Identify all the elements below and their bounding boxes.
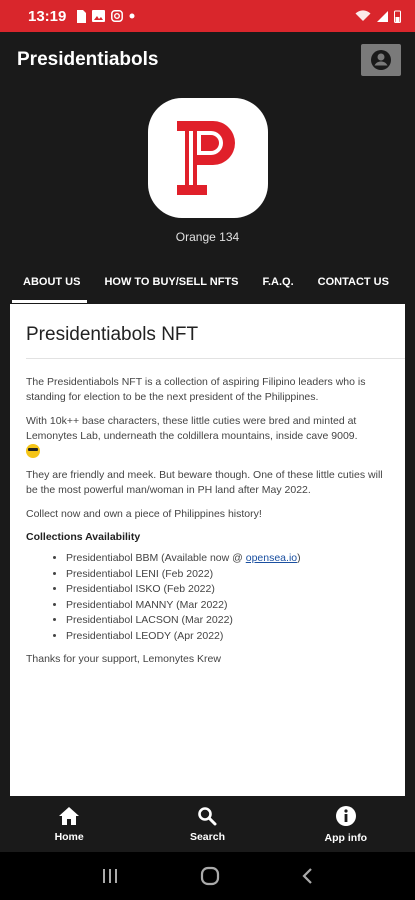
collection-item: • Presidentiabol LENI (Feb 2022) [66, 567, 389, 583]
collections-list [26, 551, 389, 644]
developer-name: Orange 134 [175, 230, 240, 244]
paragraph-characters [26, 414, 389, 459]
nav-home-label: Home [54, 831, 84, 843]
tab-about-us[interactable]: ABOUT US [23, 276, 81, 288]
collection-item: • Presidentiabol ISKO (Feb 2022) [66, 582, 389, 598]
sunglasses-emoji-icon [26, 444, 40, 458]
thanks-text: Thanks for your support, Lemonytes Krew [26, 653, 221, 665]
nav-home[interactable] [0, 797, 138, 852]
collection-item: • Presidentiabol MANNY (Mar 2022) [66, 598, 389, 614]
home-button-icon[interactable] [200, 866, 220, 886]
tab-faq[interactable]: F.A.Q. [262, 276, 294, 288]
tab-contact-us[interactable]: CONTACT US [317, 276, 389, 288]
battery-icon [393, 10, 401, 23]
bottom-navigation [0, 797, 415, 852]
presidentiabols-p-logo [173, 117, 243, 199]
system-status-icons [355, 10, 401, 23]
active-tab-indicator [12, 300, 87, 303]
nav-search[interactable] [138, 797, 276, 852]
signal-icon [375, 10, 389, 22]
home-icon [58, 806, 80, 826]
content-card [10, 304, 405, 796]
app-title: Presidentiabols [17, 49, 159, 70]
system-navigation-bar [0, 852, 415, 900]
collection-item: • Presidentiabol LEODY (Apr 2022) [66, 629, 389, 645]
sim-icon [76, 10, 86, 23]
app-logo [148, 98, 268, 218]
nav-app-info[interactable] [277, 797, 415, 852]
app-bar [0, 32, 415, 88]
back-icon[interactable] [301, 867, 315, 885]
gallery-icon [92, 10, 105, 22]
notification-icons [76, 10, 135, 23]
paragraph-warning: They are friendly and meek. But beware though. One of these little cuties will be the most powerful man/woman in PH land after May 2022. [26, 469, 383, 496]
search-icon [197, 806, 217, 826]
collections-title: Collections Availability [26, 531, 141, 543]
tab-bar [0, 262, 415, 302]
account-button[interactable] [361, 44, 401, 76]
paragraph-intro: The Presidentiabols NFT is a collection of aspiring Filipino leaders who is standing for election to be the next president of the Philippines. [26, 376, 366, 403]
collection-item [66, 551, 389, 567]
instagram-icon [111, 10, 123, 22]
info-icon [335, 805, 357, 827]
paragraph-collect: Collect now and own a piece of Philippines history! [26, 508, 262, 520]
collection-item-suffix: ) [297, 552, 301, 564]
content-heading: Presidentiabols NFT [26, 324, 405, 359]
wifi-icon [355, 10, 371, 22]
collection-item: • Presidentiabol LACSON (Mar 2022) [66, 613, 389, 629]
opensea-link[interactable]: opensea.io [245, 552, 298, 564]
dot-icon [129, 13, 135, 19]
status-time: 13:19 [28, 7, 67, 25]
nav-app-info-label: App info [324, 832, 368, 844]
status-bar [0, 0, 415, 32]
recents-icon[interactable] [101, 868, 119, 884]
collection-item-text: Presidentiabol BBM (Available now @ [66, 552, 246, 564]
tab-how-to-buy-sell[interactable]: HOW TO BUY/SELL NFTS [104, 276, 239, 288]
paragraph-characters-text: With 10k++ base characters, these little cuties were bred and minted at Lemonytes Lab, underneath the coldillera mountains, inside cave 9009. [26, 415, 358, 442]
nav-search-label: Search [189, 831, 225, 843]
account-icon [370, 49, 392, 71]
